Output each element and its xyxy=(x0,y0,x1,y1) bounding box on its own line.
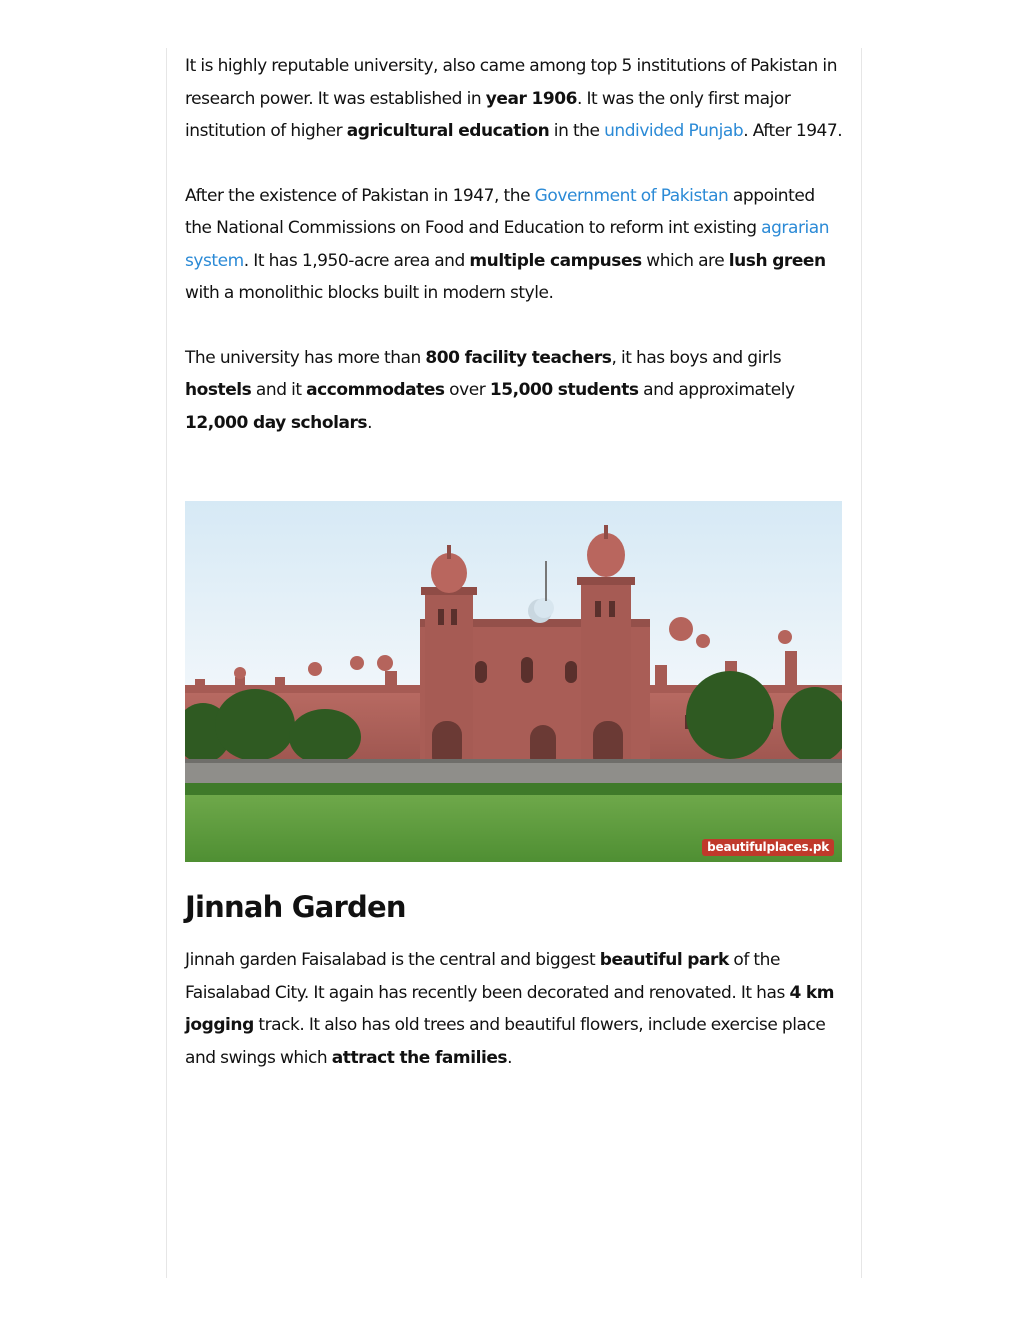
bold-text: multiple campuses xyxy=(469,250,642,271)
text-span: track. It also has old trees and beautiful flowers, include exercise place and swings which xyxy=(185,1015,826,1068)
article-body xyxy=(185,50,845,439)
text-span: which are xyxy=(641,250,729,271)
text-span: , it has boys and girls xyxy=(611,347,782,368)
photo-watermark: beautifulplaces.pk xyxy=(702,839,834,856)
text-span: . It has 1,950-acre area and xyxy=(243,250,470,271)
building-illustration xyxy=(185,501,842,862)
government-of-pakistan-link[interactable]: Government of Pakistan xyxy=(534,185,729,206)
university-paragraph-3 xyxy=(185,342,845,440)
text-span: The university has more than xyxy=(185,347,426,368)
jinnah-garden-paragraph xyxy=(185,944,845,1074)
jinnah-garden-body xyxy=(185,944,845,1074)
text-span: . xyxy=(367,412,373,433)
agrarian-system-link[interactable]: agrarian system xyxy=(185,218,830,271)
text-span: over xyxy=(444,380,490,400)
text-span: and it xyxy=(251,380,307,400)
university-paragraph-2 xyxy=(185,180,845,310)
text-span: . After 1947. xyxy=(743,121,843,141)
text-span: in the xyxy=(549,121,605,141)
text-span: Jinnah garden Faisalabad is the central and biggest xyxy=(185,950,600,970)
bold-text: 800 facility teachers xyxy=(425,347,612,368)
text-span: . It was the only first major institution of higher xyxy=(185,88,791,141)
bold-text: agricultural education xyxy=(346,121,550,141)
text-span: After the existence of Pakistan in 1947, the xyxy=(185,185,535,206)
text-span: of the Faisalabad City. It again has recently been decorated and renovated. It has xyxy=(185,950,790,1003)
bold-text: hostels xyxy=(185,380,252,400)
bold-text: 15,000 students xyxy=(489,380,639,400)
bold-text: 4 km jogging xyxy=(185,982,835,1035)
jinnah-garden-heading: Jinnah Garden xyxy=(185,890,406,924)
bold-text: year 1906 xyxy=(485,88,577,109)
text-span: appointed the National Commissions on Food and Education to reform int existing xyxy=(185,185,815,238)
bold-text: attract the families xyxy=(331,1047,508,1068)
text-span: with a monolithic blocks built in modern style. xyxy=(185,283,554,303)
bold-text: accommodates xyxy=(306,380,445,400)
university-building-photo xyxy=(185,501,842,862)
text-span: . xyxy=(507,1047,513,1068)
bold-text: beautiful park xyxy=(599,950,729,970)
text-span: It is highly reputable university, also came among top 5 institutions of Pakistan in research power. It was established in xyxy=(185,56,838,109)
bold-text: lush green xyxy=(728,250,826,271)
university-paragraph-1 xyxy=(185,50,845,148)
text-span: and approximately xyxy=(638,380,795,400)
bold-text: 12,000 day scholars xyxy=(185,412,368,433)
undivided-punjab-link[interactable]: undivided Punjab xyxy=(604,121,744,141)
